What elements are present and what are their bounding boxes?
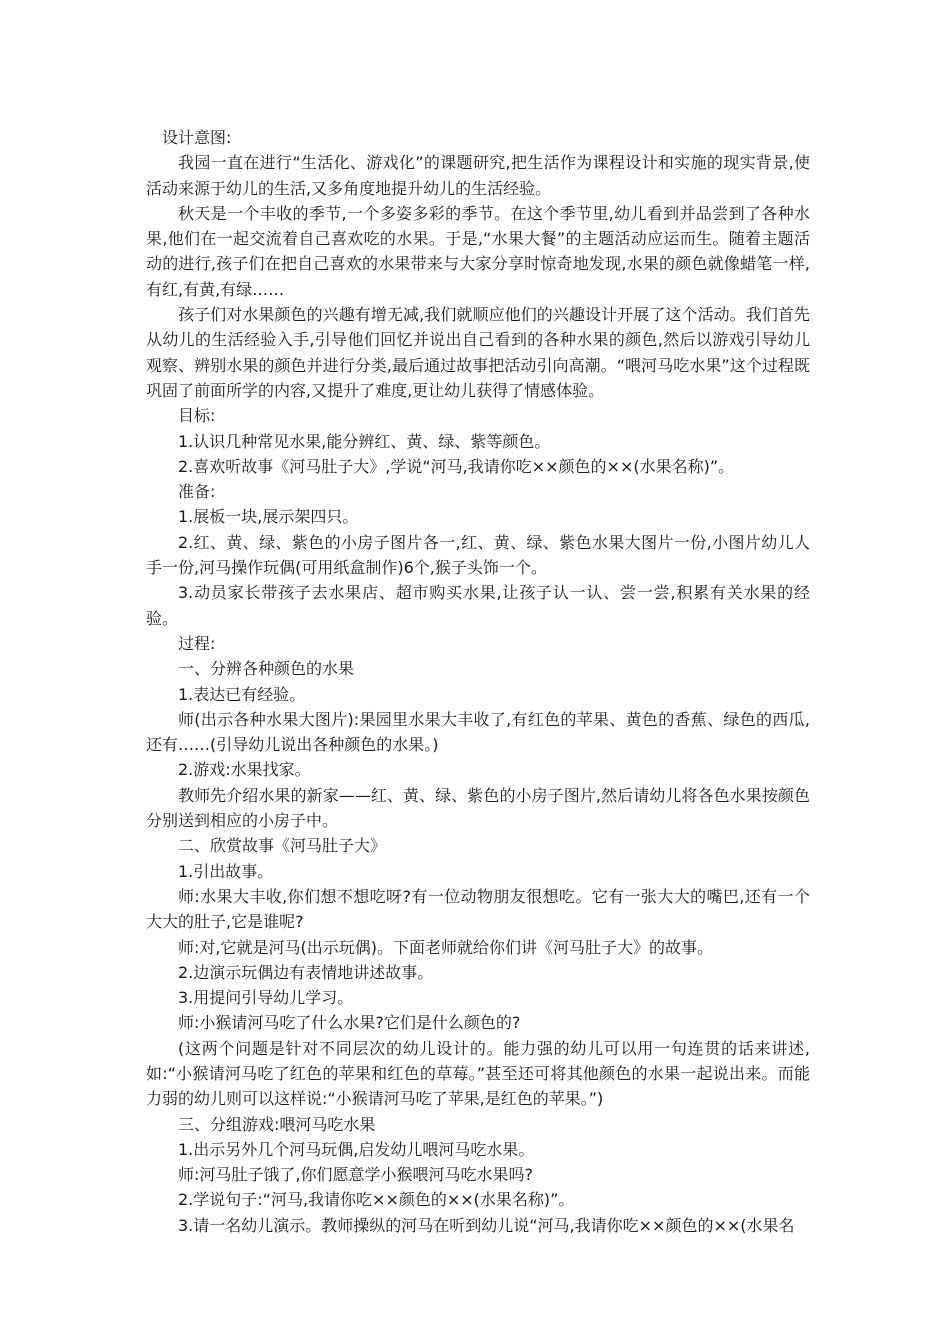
list-item: 1.认识几种常见水果,能分辨红、黄、绿、紫等颜色。 xyxy=(178,431,551,451)
paragraph: 秋天是一个丰收的季节,一个多姿多彩的季节。在这个季节里,幼儿看到并品尝到了各种水果,他们在一起交流着自己喜欢吃的水果。于是,“水果大餐”的主题活动应运而生。随着主题活动的进行,孩子们在把自己喜欢的水果带来与大家分享时惊奇地发现,水果的颜色就像蜡笔一样,有红,有黄,有绿…… xyxy=(146,203,810,299)
list-item: 2.游戏:水果找家。 xyxy=(178,760,311,780)
list-item: 1.表达已有经验。 xyxy=(178,684,306,704)
list-item: 2.边演示玩偶边有表情地讲述故事。 xyxy=(178,962,434,982)
list-item: 3.请一名幼儿演示。教师操纵的河马在听到幼儿说“河马,我请你吃××颜色的××(水果名 xyxy=(178,1215,795,1235)
section-heading: 二、欣赏故事《河马肚子大》 xyxy=(178,836,387,856)
list-item: 3.用提问引导幼儿学习。 xyxy=(178,988,354,1008)
paragraph: 师:水果大丰收,你们想不想吃呀?有一位动物朋友很想吃。它有一张大大的嘴巴,还有一个大大的肚子,它是谁呢? xyxy=(146,886,810,932)
paragraph: 师:小猴请河马吃了什么水果?它们是什么颜色的? xyxy=(178,1013,521,1033)
paragraph: 孩子们对水果颜色的兴趣有增无减,我们就顺应他们的兴趣设计开展了这个活动。我们首先从幼儿的生活经验入手,引导他们回忆并说出自己看到的各种水果的颜色,然后以游戏引导幼儿观察、辨别水果的颜色并进行分类,最后通过故事把活动引向高潮。“喂河马吃水果”这个过程既巩固了前面所学的内容,又提升了难度,更让幼儿获得了情感体验。 xyxy=(146,305,810,400)
section-heading: 三、分组游戏:喂河马吃水果 xyxy=(178,1114,376,1134)
heading-goals: 目标: xyxy=(178,406,216,426)
heading-process: 过程: xyxy=(178,633,216,653)
section-heading: 一、分辨各种颜色的水果 xyxy=(178,659,355,679)
document-body xyxy=(146,125,810,1238)
heading-design-intent: 设计意图: xyxy=(162,128,232,147)
list-item: 3.动员家长带孩子去水果店、超市购买水果,让孩子认一认、尝一尝,积累有关水果的经验。 xyxy=(146,583,810,628)
paragraph: (这两个问题是针对不同层次的幼儿设计的。能力强的幼儿可以用一句连贯的话来讲述,如:“小猴请河马吃了红色的苹果和红色的草莓。”甚至还可将其他颜色的水果一起说出来。而能力弱的幼儿则可以这样说:“小猴请河马吃了苹果,是红色的苹果。”) xyxy=(146,1038,810,1109)
paragraph: 我园一直在进行“生活化、游戏化”的课题研究,把生活作为课程设计和实施的现实背景,使活动来源于幼儿的生活,又多角度地提升幼儿的生活经验。 xyxy=(146,153,810,198)
list-item: 1.出示另外几个河马玩偶,启发幼儿喂河马吃水果。 xyxy=(178,1139,535,1159)
paragraph: 教师先介绍水果的新家——红、黄、绿、紫色的小房子图片,然后请幼儿将各色水果按颜色分别送到相应的小房子中。 xyxy=(146,785,810,831)
heading-preparation: 准备: xyxy=(178,482,216,502)
list-item: 2.喜欢听故事《河马肚子大》,学说“河马,我请你吃××颜色的××(水果名称)”。 xyxy=(178,456,735,476)
list-item: 2.学说句子:“河马,我请你吃××颜色的××(水果名称)”。 xyxy=(178,1190,575,1210)
paragraph: 师:河马肚子饿了,你们愿意学小猴喂河马吃水果吗? xyxy=(178,1165,533,1185)
list-item: 2.红、黄、绿、紫色的小房子图片各一,红、黄、绿、紫色水果大图片一份,小图片幼儿人手一份,河马操作玩偶(可用纸盒制作)6个,猴子头饰一个。 xyxy=(146,532,810,578)
paragraph: 师(出示各种水果大图片):果园里水果大丰收了,有红色的苹果、黄色的香蕉、绿色的西瓜,还有……(引导幼儿说出各种颜色的水果。) xyxy=(146,709,810,755)
list-item: 1.展板一块,展示架四只。 xyxy=(178,507,359,527)
paragraph: 师:对,它就是河马(出示玩偶)。下面老师就给你们讲《河马肚子大》的故事。 xyxy=(178,937,713,957)
list-item: 1.引出故事。 xyxy=(178,861,274,881)
